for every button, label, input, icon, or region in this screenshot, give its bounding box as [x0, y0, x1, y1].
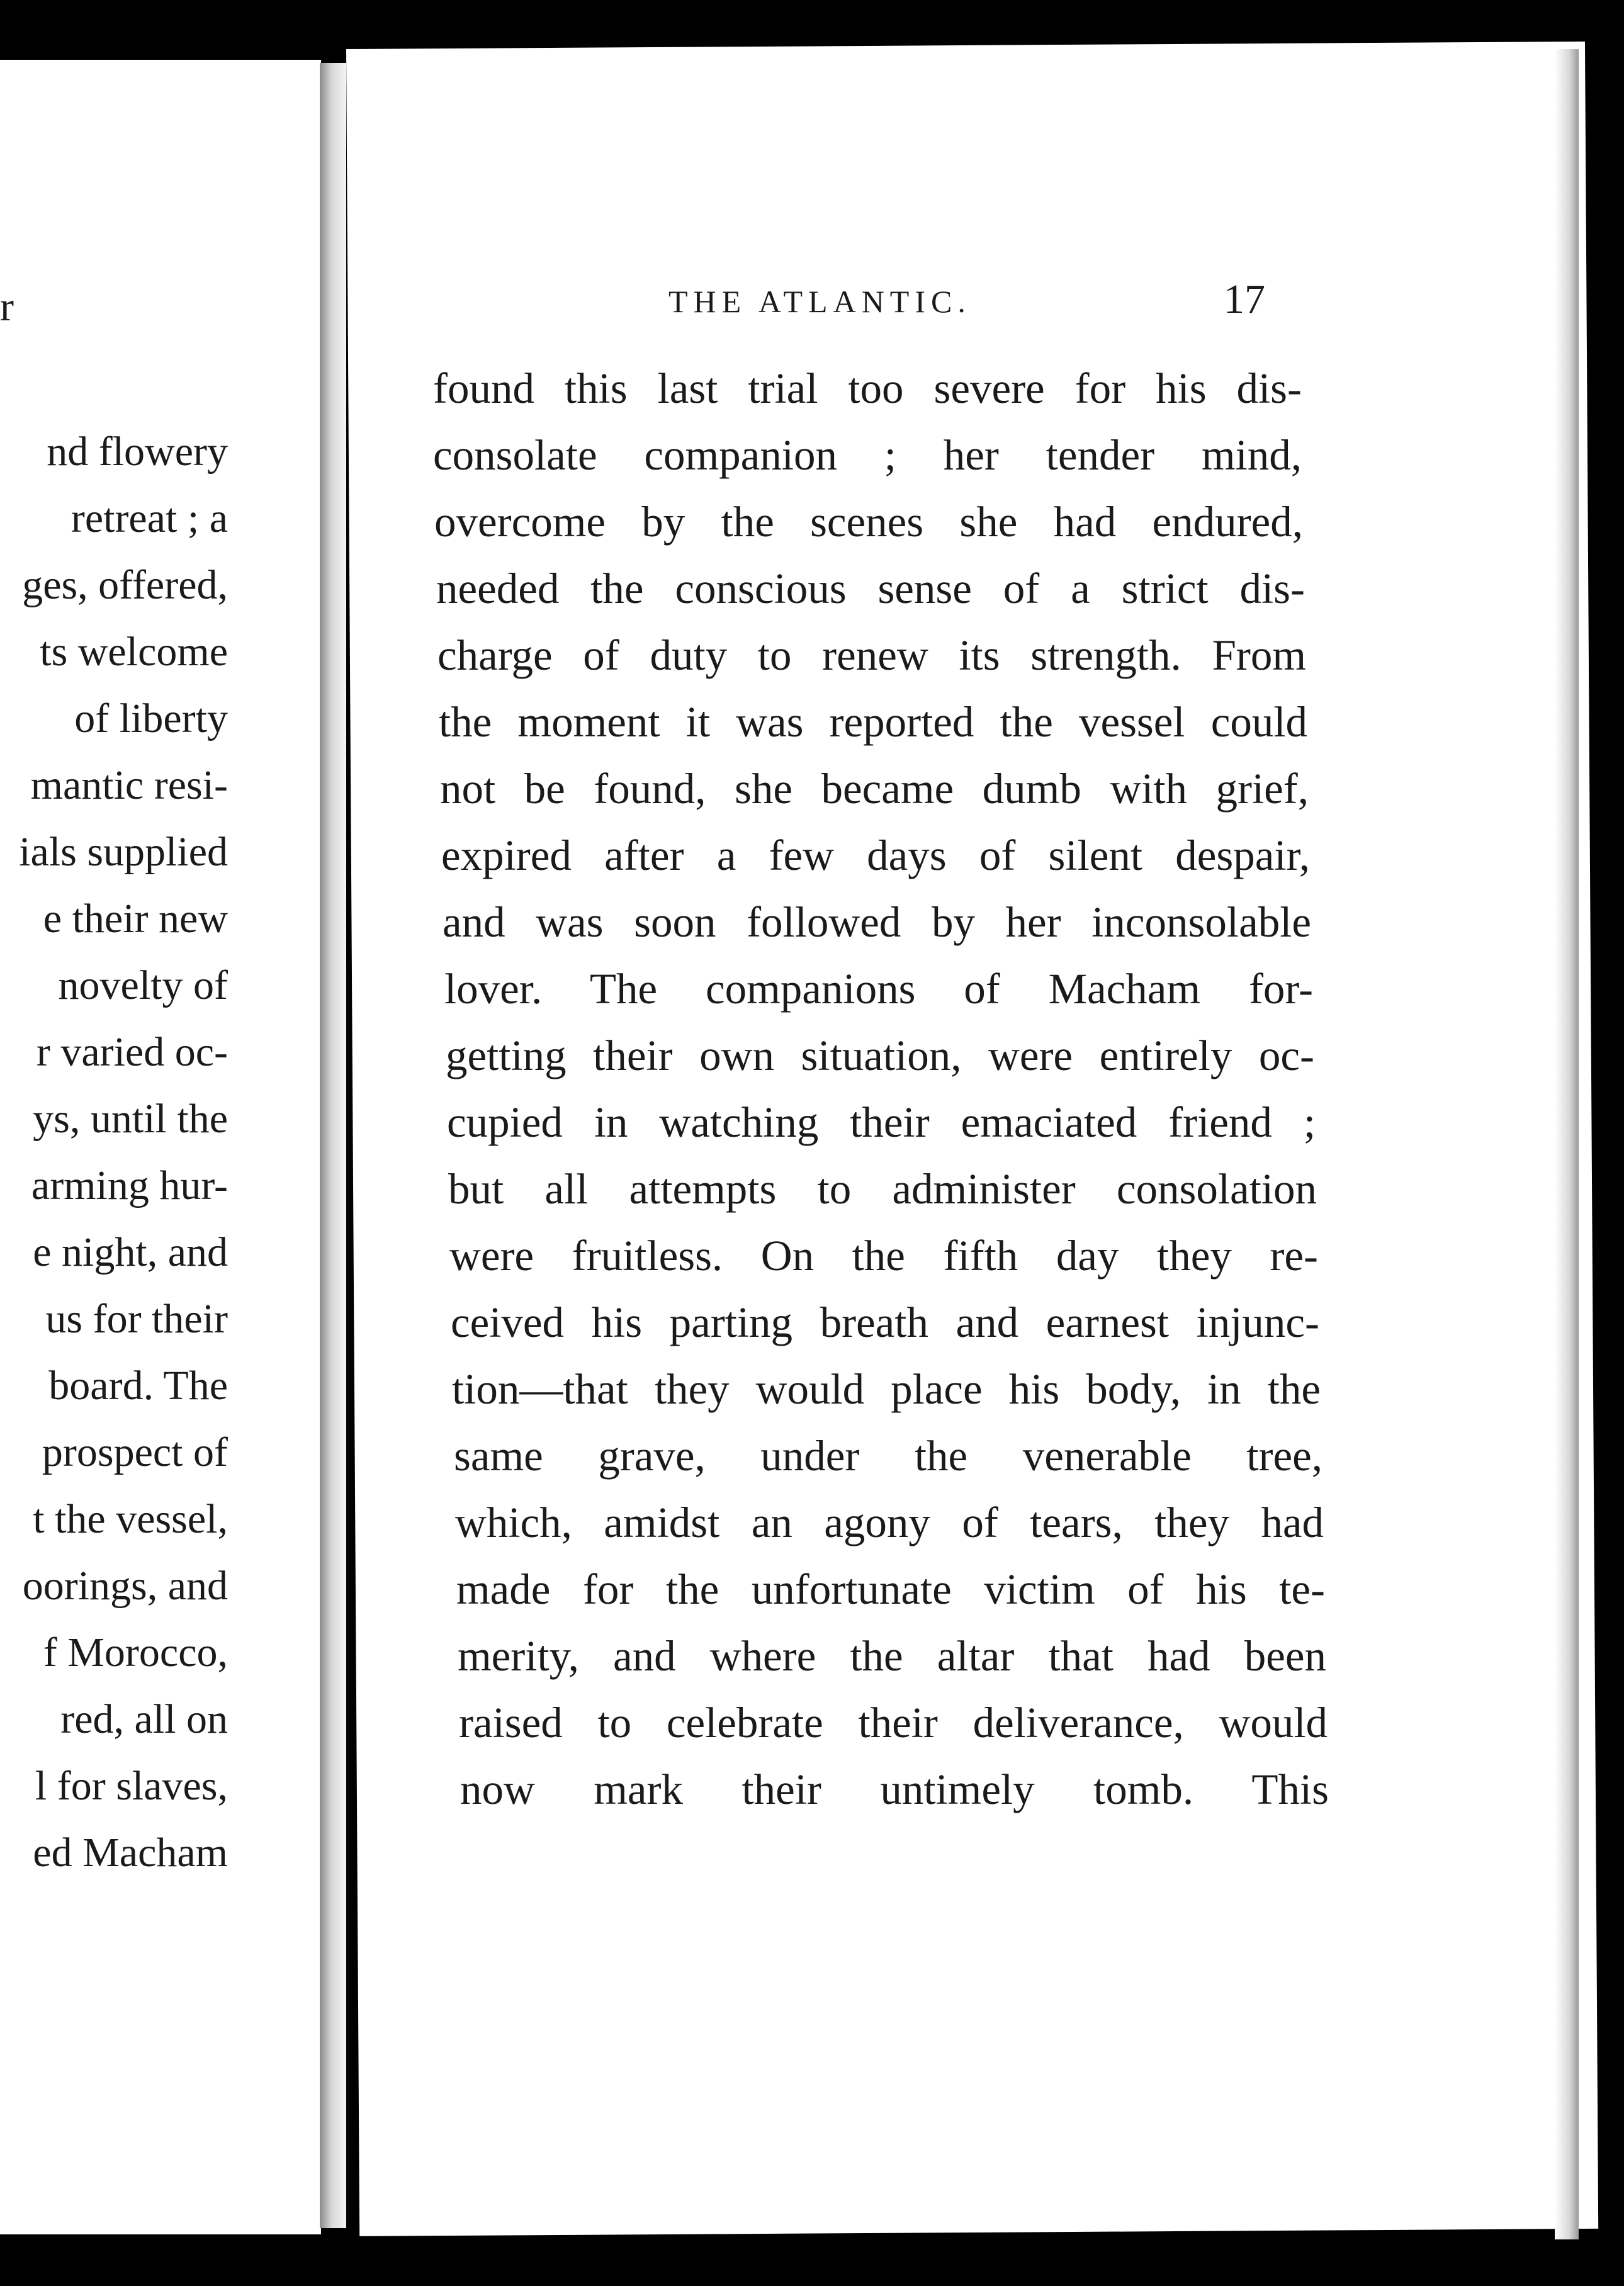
left-page-line: ials supplied — [19, 829, 228, 875]
body-text-line: needed the conscious sense of a strict dis- — [436, 565, 1305, 612]
left-page-line: prospect of — [42, 1429, 228, 1475]
page-edge — [1555, 49, 1579, 2239]
running-header: THE ATLANTIC. — [668, 284, 971, 319]
left-page-line: of liberty — [74, 695, 228, 741]
body-text-line: found this last trial too severe for his dis- — [433, 364, 1302, 412]
body-text-line: lover. The companions of Macham for- — [444, 965, 1313, 1013]
body-text-line: raised to celebrate their deliverance, would — [459, 1699, 1328, 1747]
body-text-line: not be found, she became dumb with grief, — [440, 765, 1309, 813]
left-page-line: ys, until the — [33, 1096, 228, 1142]
left-page-line: ges, offered, — [22, 562, 228, 608]
left-page-line: mantic resi- — [30, 762, 228, 808]
body-text-line: consolate companion ; her tender mind, — [433, 431, 1302, 479]
body-text-line: getting their own situation, were entirely oc- — [446, 1032, 1314, 1079]
body-text-line: overcome by the scenes she had endured, — [434, 498, 1303, 546]
body-text-line: now mark their untimely tomb. This — [460, 1765, 1329, 1813]
left-page-line: us for their — [45, 1296, 228, 1342]
left-page-line: e their new — [43, 896, 228, 942]
body-text-line: made for the unfortunate victim of his te- — [456, 1565, 1325, 1613]
body-text-line: expired after a few days of silent despair, — [441, 831, 1310, 879]
page-number: 17 — [1224, 276, 1265, 322]
left-page-line: board. The — [48, 1363, 228, 1409]
body-text-line: and was soon followed by her inconsolable — [443, 898, 1311, 946]
body-text-line: same grave, under the venerable tree, — [454, 1432, 1322, 1480]
left-page-line: red, all on — [60, 1696, 228, 1742]
book-gutter — [320, 63, 346, 2228]
left-page-line: arming hur- — [31, 1163, 228, 1208]
body-text-line: the moment it was reported the vessel could — [439, 698, 1307, 746]
left-page-header-fragment: r — [0, 284, 14, 330]
left-page-line: ed Macham — [33, 1830, 228, 1876]
body-text-line: were fruitless. On the fifth day they re- — [449, 1232, 1318, 1280]
left-page-line: retreat ; a — [70, 495, 228, 541]
body-text-line: merity, and where the altar that had been — [458, 1632, 1326, 1680]
left-page-line: oorings, and — [22, 1563, 228, 1609]
left-page-line: f Morocco, — [43, 1630, 228, 1675]
body-text-line: which, amidst an agony of tears, they had — [455, 1499, 1324, 1546]
left-page-line: nd flowery — [47, 429, 228, 475]
left-page-line: l for slaves, — [35, 1763, 228, 1809]
body-text-line: but all attempts to administer consolation — [448, 1165, 1317, 1213]
left-page-line: ts welcome — [40, 629, 228, 675]
body-text-line: ceived his parting breath and earnest injunc- — [451, 1298, 1319, 1346]
body-text-line: cupied in watching their emaciated friend ; — [447, 1098, 1316, 1146]
left-page — [0, 60, 321, 2234]
left-page-line: e night, and — [33, 1229, 228, 1275]
left-page-line: r varied oc- — [36, 1029, 228, 1075]
body-text-line: tion—that they would place his body, in the — [452, 1365, 1321, 1413]
body-text-line: charge of duty to renew its strength. From — [437, 631, 1306, 679]
left-page-line: novelty of — [58, 962, 228, 1008]
left-page-line: t the vessel, — [33, 1496, 228, 1542]
